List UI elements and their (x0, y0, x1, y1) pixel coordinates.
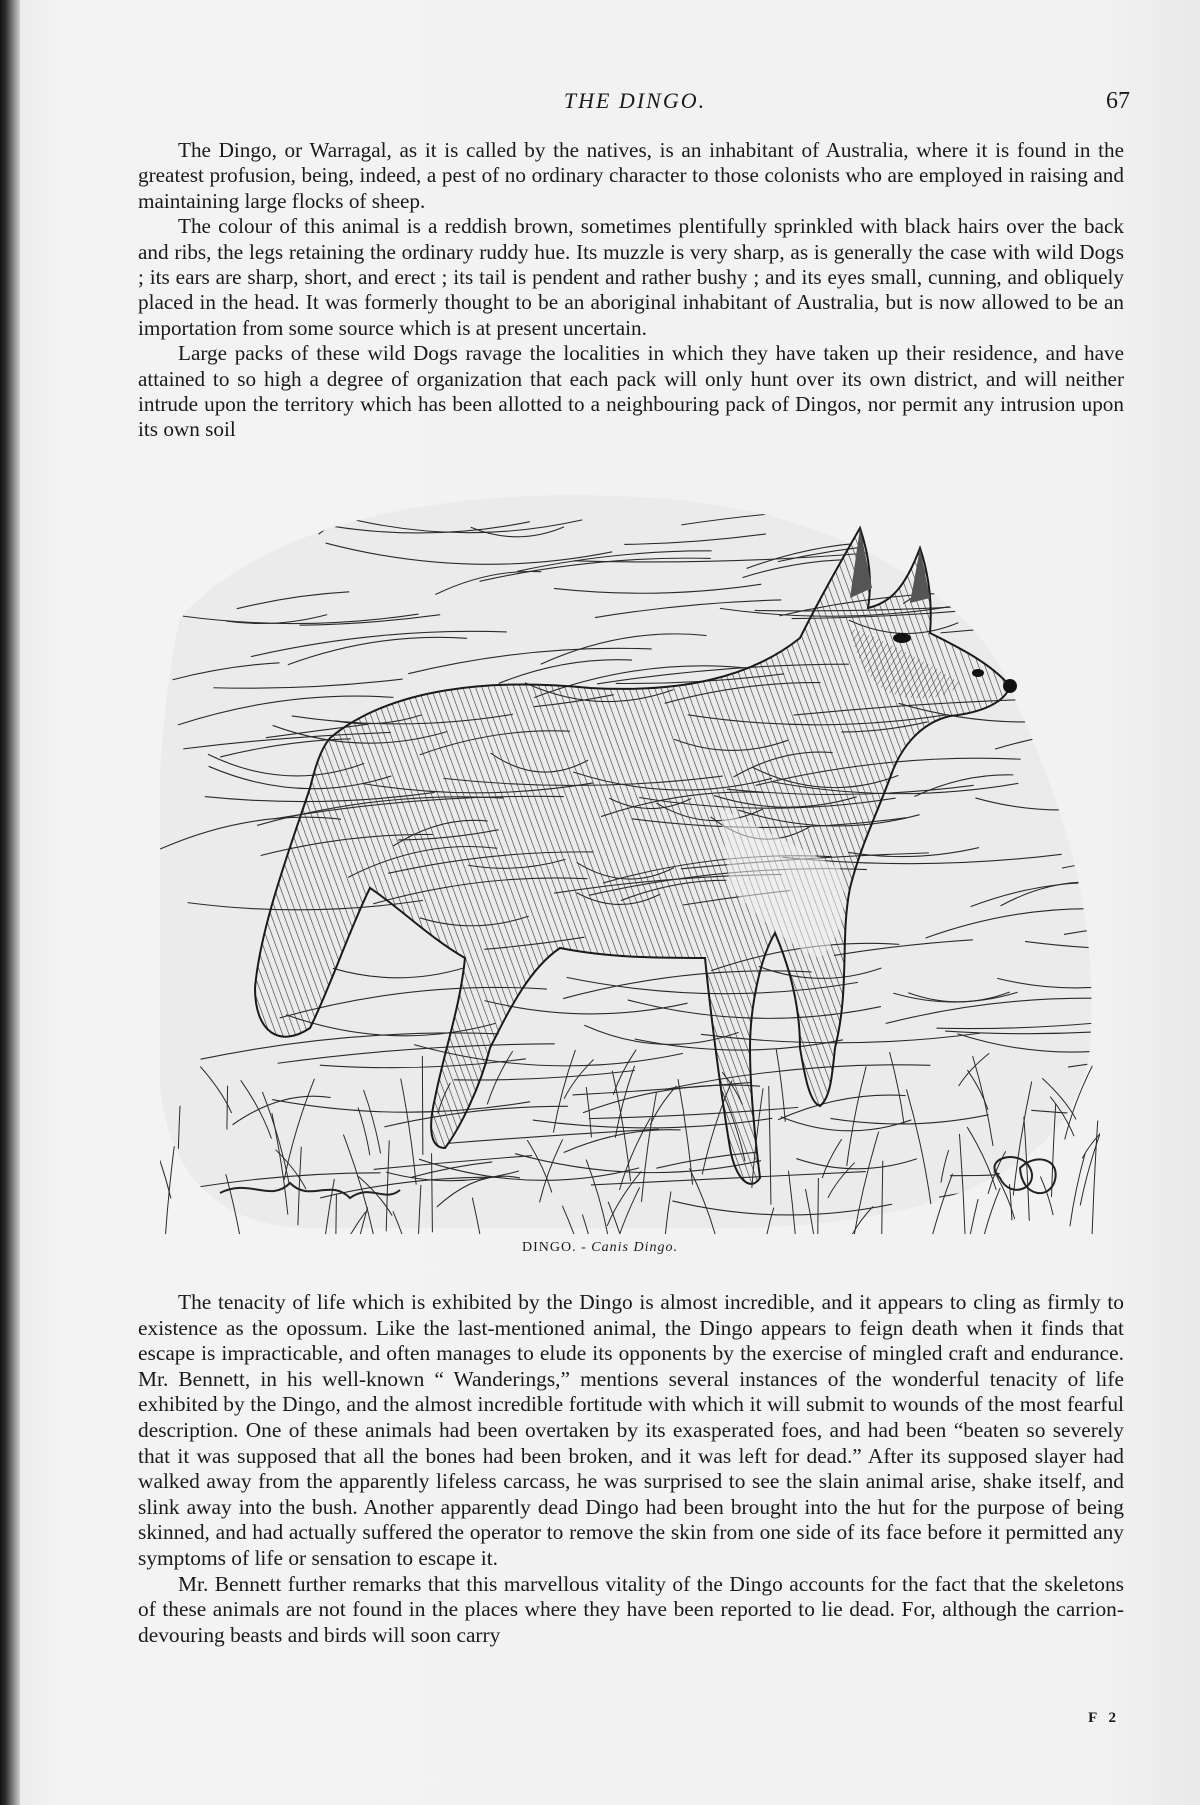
book-spine-shadow (0, 0, 20, 1805)
grass-stroke (775, 490, 859, 513)
paragraph-bennett: Mr. Bennett further remarks that this marvellous vitality of the Dingo accounts for the fact that the skeletons of these animals are not found in the places where they have been reported to lie dead. For, although the carrion-devouring beasts and birds will soon carry (138, 1571, 1124, 1647)
grass-blade (165, 1146, 174, 1234)
grass-stroke (1070, 1110, 1100, 1133)
paragraph-intro: The Dingo, or Warragal, as it is called by the natives, is an inhabitant of Australia, where it is found in the greatest profusion, being, indeed, a pest of no ordinary character to those colonists who are employed in raising and maintaining large flocks of sheep. (138, 138, 1124, 213)
grass-stroke (1052, 717, 1100, 726)
grass-blade (980, 1188, 1000, 1234)
grass-stroke (1080, 507, 1100, 516)
grass-stroke (1053, 492, 1100, 509)
paragraph-colour: The colour of this animal is a reddish brown, sometimes plentifully sprinkled with black hairs over the back and ribs, the legs retaining the ordinary ruddy hue. Its muzzle is very sharp, as is generally the case with wild Dogs ; its ears are sharp, short, and erect ; its tail is pendent and rather bushy ; and its eyes small, cunning, and obliquely placed in the head. It was formerly thought to be an aboriginal inhabitant of Australia, but is now allowed to be an importation from some source which is at present uncertain. (138, 214, 1124, 340)
grass-stroke (789, 505, 914, 514)
caption-scientific-name: Canis Dingo. (591, 1240, 678, 1255)
grass-blade (1070, 1153, 1085, 1226)
paragraph-packs: Large packs of these wild Dogs ravage the localities in which they have taken up their residence, and have attained to so high a degree of organization that each pack will only hunt over its own district, and will neither intrude upon the territory which has been allotted to a neighbouring pack of Dingos, nor permit any intrusion upon its own soil (138, 341, 1124, 442)
caption-dash: - (581, 1240, 592, 1255)
page-number: 67 (1106, 88, 1130, 114)
dingo-engraving (160, 488, 1100, 1234)
paragraph-tenacity: The tenacity of life which is exhibited by the Dingo is almost incredible, and it appears to cling as firmly to existence as the opossum. Like the last-mentioned animal, the Dingo appears to feign death when it finds that escape is impracticable, and often manages to elude its opponents by the exercise of mingled craft and endurance. Mr. Bennett, in his well-known “ Wanderings,” mentions several instances of the wonderful tenacity of life exhibited by the Dingo, and the almost incredible fortitude with which it will submit to wounds of the most fearful description. One of these animals had been overtaken by its exasperated foes, and had been “beaten so severely that it was supposed that all the bones had been broken, and it was left for dead.” After its supposed slayer had walked away from the apparently lifeless carcass, he was surprised to see the slain animal arise, shake itself, and slink away into the bush. Another apparently dead Dingo had been brought into the hut for the purpose of being skinned, and had actually suffered the operator to remove the skin from one side of its face before it permitted any symptoms of life or sensation to escape it. (138, 1290, 1124, 1570)
grass-stroke (1078, 1168, 1100, 1197)
grass-stroke (1074, 538, 1100, 567)
figure-caption (0, 1240, 1200, 1256)
caption-name: DINGO. (522, 1240, 577, 1255)
body-text-bottom (138, 1290, 1124, 1648)
running-title: THE DINGO. (563, 88, 707, 113)
grass-stroke (1058, 725, 1100, 735)
body-text-top (138, 138, 1124, 443)
printer-signature: F 2 (1088, 1710, 1120, 1726)
dingo-illustration (160, 488, 1100, 1234)
page-header (140, 88, 1130, 120)
grass-stroke (822, 501, 931, 518)
grass-blade (959, 1199, 978, 1234)
